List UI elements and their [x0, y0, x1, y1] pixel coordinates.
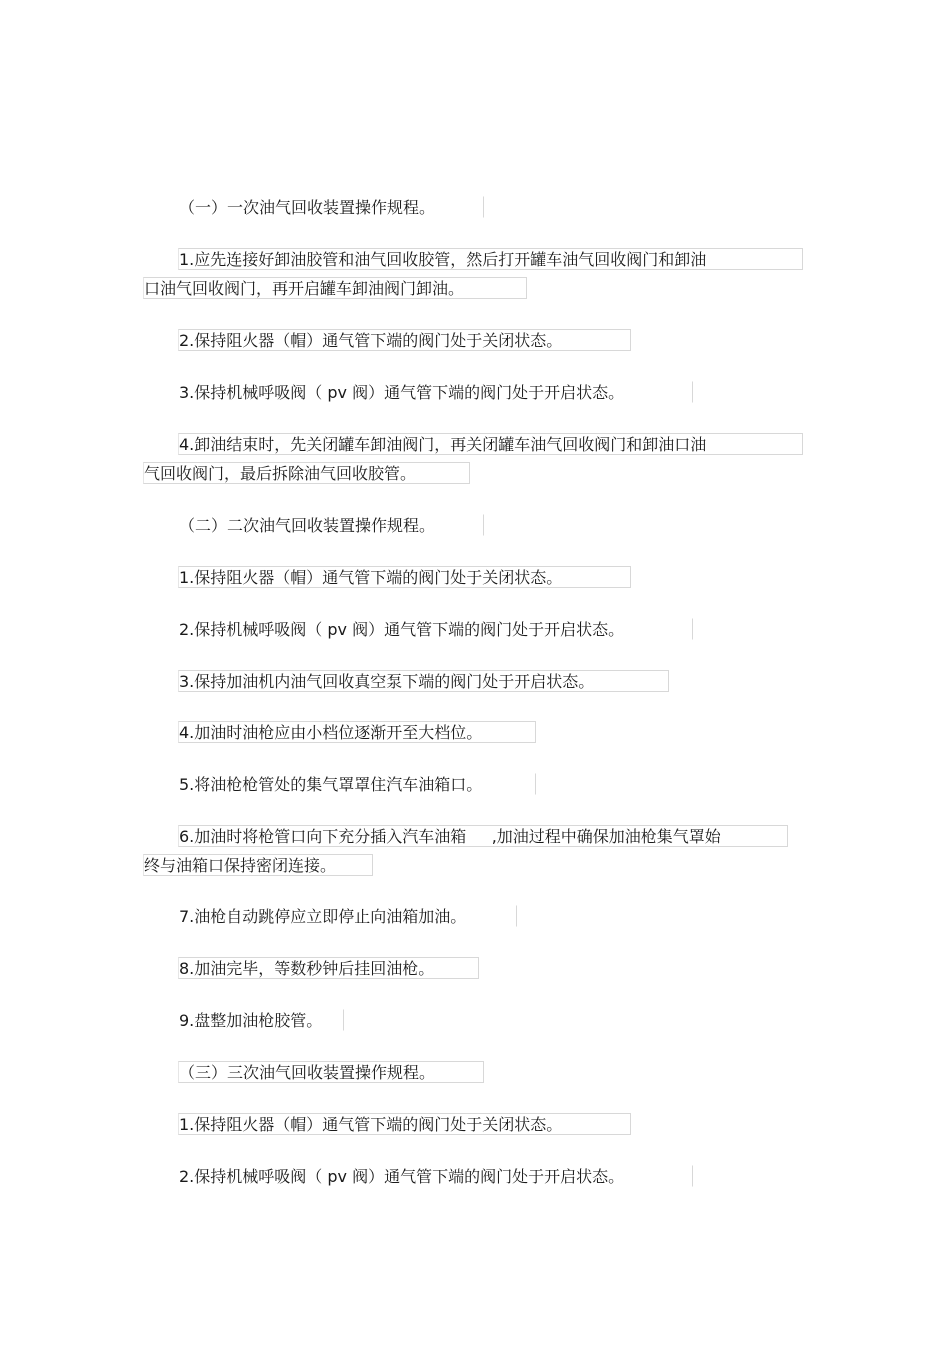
list-item-line: 7.油枪自动跳停应立即停止向油箱加油。	[178, 905, 517, 927]
list-item-line-continued: 终与油箱口保持密闭连接。	[143, 854, 373, 876]
section-heading: （一）一次油气回收装置操作规程。	[178, 196, 484, 218]
list-item-line: 5.将油枪枪管处的集气罩罩住汽车油箱口。	[178, 773, 536, 795]
list-item-line: 2.保持机械呼吸阀（ pv 阀）通气管下端的阀门处于开启状态。	[178, 1165, 693, 1187]
list-item-line: 6.加油时将枪管口向下充分插入汽车油箱 ,加油过程中确保加油枪集气罩始	[178, 825, 788, 847]
list-item-line: 8.加油完毕，等数秒钟后挂回油枪。	[178, 957, 479, 979]
section-heading: （三）三次油气回收装置操作规程。	[178, 1061, 484, 1083]
list-item-line: 2.保持机械呼吸阀（ pv 阀）通气管下端的阀门处于开启状态。	[178, 618, 693, 640]
list-item-line: 2.保持阻火器（帽）通气管下端的阀门处于关闭状态。	[178, 329, 631, 351]
list-item-line: 1.保持阻火器（帽）通气管下端的阀门处于关闭状态。	[178, 566, 631, 588]
list-item-line: 9.盘整加油枪胶管。	[178, 1009, 344, 1031]
list-item-line-continued: 气回收阀门，最后拆除油气回收胶管。	[143, 462, 470, 484]
list-item-line: 4.加油时油枪应由小档位逐渐开至大档位。	[178, 721, 536, 743]
list-item-line: 1.保持阻火器（帽）通气管下端的阀门处于关闭状态。	[178, 1113, 631, 1135]
list-item-line: 3.保持机械呼吸阀（ pv 阀）通气管下端的阀门处于开启状态。	[178, 381, 693, 403]
section-heading: （二）二次油气回收装置操作规程。	[178, 514, 484, 536]
list-item-line: 4.卸油结束时，先关闭罐车卸油阀门，再关闭罐车油气回收阀门和卸油口油	[178, 433, 803, 455]
list-item-line-continued: 口油气回收阀门，再开启罐车卸油阀门卸油。	[143, 277, 527, 299]
list-item-line: 1.应先连接好卸油胶管和油气回收胶管，然后打开罐车油气回收阀门和卸油	[178, 248, 803, 270]
list-item-line: 3.保持加油机内油气回收真空泵下端的阀门处于开启状态。	[178, 670, 669, 692]
